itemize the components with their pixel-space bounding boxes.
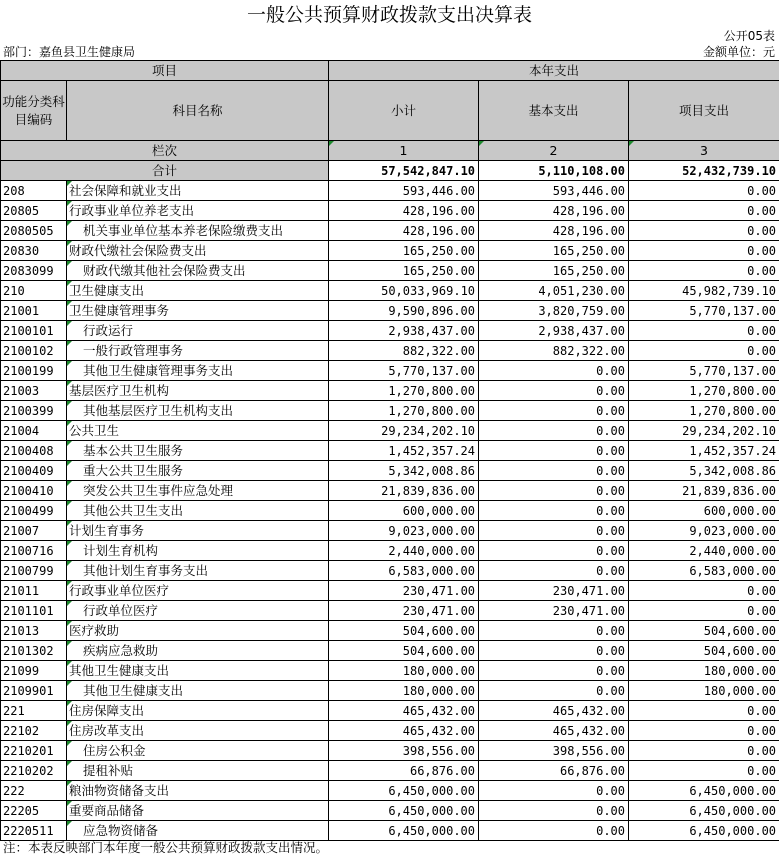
row-code: 210 [1,281,67,301]
row-project: 1,270,800.00 [629,401,779,421]
row-name: 其他卫生健康支出 [67,681,329,701]
row-code: 2100102 [1,341,67,361]
row-code: 2100716 [1,541,67,561]
row-code: 21013 [1,621,67,641]
total-subtotal: 57,542,847.10 [329,161,479,181]
footnote: 注：本表反映部门本年度一般公共预算财政拨款支出情况。 [3,840,329,855]
row-subtotal: 600,000.00 [329,501,479,521]
row-name: 社会保障和就业支出 [67,181,329,201]
row-name: 行政事业单位养老支出 [67,201,329,221]
row-basic: 3,820,759.00 [479,301,629,321]
row-basic: 0.00 [479,681,629,701]
row-project: 1,270,800.00 [629,381,779,401]
row-code: 21003 [1,381,67,401]
row-basic: 398,556.00 [479,741,629,761]
row-subtotal: 180,000.00 [329,661,479,681]
header-row-2 [1,81,779,141]
row-code: 2100399 [1,401,67,421]
row-subtotal: 2,938,437.00 [329,321,479,341]
row-project: 0.00 [629,741,779,761]
row-name: 行政运行 [67,321,329,341]
row-project: 0.00 [629,581,779,601]
row-basic: 0.00 [479,361,629,381]
row-code: 2100410 [1,481,67,501]
row-name: 财政代缴其他社会保险费支出 [67,261,329,281]
row-basic: 2,938,437.00 [479,321,629,341]
row-code: 21004 [1,421,67,441]
row-subtotal: 1,270,800.00 [329,401,479,421]
header-subtotal: 小计 [329,81,479,141]
row-basic: 0.00 [479,561,629,581]
row-subtotal: 428,196.00 [329,221,479,241]
row-subtotal: 465,432.00 [329,701,479,721]
row-project: 6,450,000.00 [629,821,779,841]
row-subtotal: 1,452,357.24 [329,441,479,461]
row-name: 计划生育事务 [67,521,329,541]
row-subtotal: 2,440,000.00 [329,541,479,561]
row-basic: 465,432.00 [479,721,629,741]
row-basic: 230,471.00 [479,581,629,601]
row-subtotal: 66,876.00 [329,761,479,781]
row-basic: 230,471.00 [479,601,629,621]
row-code: 208 [1,181,67,201]
row-basic: 0.00 [479,501,629,521]
row-name: 住房改革支出 [67,721,329,741]
amount-unit-label: 金额单位：元 [702,45,775,59]
row-code: 2080505 [1,221,67,241]
row-name: 其他计划生育事务支出 [67,561,329,581]
row-basic: 0.00 [479,481,629,501]
total-project: 52,432,739.10 [629,161,779,181]
row-subtotal: 6,450,000.00 [329,801,479,821]
table-row [1,661,779,681]
row-code: 2100499 [1,501,67,521]
row-basic: 0.00 [479,781,629,801]
row-basic: 66,876.00 [479,761,629,781]
report-title: 一般公共预算财政拨款支出决算表 [246,4,532,26]
row-basic: 593,446.00 [479,181,629,201]
row-project: 5,342,008.86 [629,461,779,481]
table-row [1,501,779,521]
row-basic: 0.00 [479,621,629,641]
row-name: 财政代缴社会保险费支出 [67,241,329,261]
header-item: 项目 [1,61,329,81]
total-basic: 5,110,108.00 [479,161,629,181]
expenditure-table [0,60,779,841]
department-label: 部门：嘉鱼县卫生健康局 [3,45,136,59]
table-row [1,541,779,561]
row-code: 2100101 [1,321,67,341]
row-name: 重大公共卫生服务 [67,461,329,481]
row-subtotal: 165,250.00 [329,241,479,261]
row-subtotal: 5,342,008.86 [329,461,479,481]
form-code: 公开05表 [723,29,775,43]
row-code: 2210201 [1,741,67,761]
total-row [1,161,779,181]
row-project: 6,450,000.00 [629,801,779,821]
table-row [1,421,779,441]
table-row [1,601,779,621]
table-row [1,781,779,801]
table-row [1,761,779,781]
row-code: 22205 [1,801,67,821]
row-subtotal: 165,250.00 [329,261,479,281]
row-basic: 0.00 [479,421,629,441]
table-row [1,441,779,461]
row-project: 180,000.00 [629,681,779,701]
row-name: 其他公共卫生支出 [67,501,329,521]
table-row [1,201,779,221]
row-code: 2100408 [1,441,67,461]
row-subtotal: 21,839,836.00 [329,481,479,501]
row-name: 提租补贴 [67,761,329,781]
header-basic: 基本支出 [479,81,629,141]
row-subtotal: 504,600.00 [329,641,479,661]
row-name: 一般行政管理事务 [67,341,329,361]
row-subtotal: 180,000.00 [329,681,479,701]
row-basic: 0.00 [479,401,629,421]
table-row [1,681,779,701]
table-row [1,741,779,761]
table-row [1,401,779,421]
row-subtotal: 5,770,137.00 [329,361,479,381]
row-project: 0.00 [629,701,779,721]
row-basic: 0.00 [479,801,629,821]
table-row [1,281,779,301]
row-basic: 0.00 [479,521,629,541]
row-subtotal: 9,023,000.00 [329,521,479,541]
row-basic: 165,250.00 [479,261,629,281]
row-code: 21011 [1,581,67,601]
row-project: 1,452,357.24 [629,441,779,461]
row-name: 住房保障支出 [67,701,329,721]
row-code: 21099 [1,661,67,681]
row-name: 机关事业单位基本养老保险缴费支出 [67,221,329,241]
table-row [1,301,779,321]
row-code: 21001 [1,301,67,321]
row-project: 600,000.00 [629,501,779,521]
row-project: 0.00 [629,721,779,741]
table-row [1,261,779,281]
row-subtotal: 6,450,000.00 [329,821,479,841]
header-row-columns [1,141,779,161]
row-subtotal: 230,471.00 [329,581,479,601]
row-project: 180,000.00 [629,661,779,681]
row-basic: 0.00 [479,661,629,681]
table-row [1,641,779,661]
table-row [1,221,779,241]
row-subtotal: 428,196.00 [329,201,479,221]
row-basic: 428,196.00 [479,221,629,241]
row-project: 2,440,000.00 [629,541,779,561]
row-basic: 0.00 [479,381,629,401]
row-code: 2100199 [1,361,67,381]
row-project: 504,600.00 [629,641,779,661]
header-col-3: 3 [629,141,779,161]
row-name: 突发公共卫生事件应急处理 [67,481,329,501]
row-code: 20805 [1,201,67,221]
row-project: 0.00 [629,601,779,621]
row-name: 卫生健康支出 [67,281,329,301]
row-project: 0.00 [629,321,779,341]
row-code: 2101101 [1,601,67,621]
row-subtotal: 1,270,800.00 [329,381,479,401]
row-code: 2220511 [1,821,67,841]
row-code: 2101302 [1,641,67,661]
row-name: 粮油物资储备支出 [67,781,329,801]
row-name: 应急物资储备 [67,821,329,841]
total-label: 合计 [1,161,329,181]
table-row [1,321,779,341]
table-row [1,481,779,501]
row-subtotal: 9,590,896.00 [329,301,479,321]
table-row [1,181,779,201]
row-name: 其他卫生健康支出 [67,661,329,681]
table-row [1,361,779,381]
row-project: 0.00 [629,761,779,781]
row-project: 21,839,836.00 [629,481,779,501]
row-name: 计划生育机构 [67,541,329,561]
row-name: 行政单位医疗 [67,601,329,621]
row-basic: 0.00 [479,641,629,661]
row-code: 2100409 [1,461,67,481]
table-row [1,721,779,741]
row-basic: 465,432.00 [479,701,629,721]
row-name: 卫生健康管理事务 [67,301,329,321]
row-project: 9,023,000.00 [629,521,779,541]
row-name: 医疗救助 [67,621,329,641]
row-basic: 165,250.00 [479,241,629,261]
row-project: 45,982,739.10 [629,281,779,301]
row-basic: 0.00 [479,541,629,561]
row-basic: 0.00 [479,461,629,481]
row-basic: 0.00 [479,821,629,841]
row-code: 2109901 [1,681,67,701]
header-row-label: 栏次 [1,141,329,161]
row-name: 基层医疗卫生机构 [67,381,329,401]
row-code: 222 [1,781,67,801]
row-subtotal: 593,446.00 [329,181,479,201]
table-row [1,701,779,721]
header-subject-name: 科目名称 [67,81,329,141]
row-subtotal: 465,432.00 [329,721,479,741]
row-name: 其他卫生健康管理事务支出 [67,361,329,381]
row-project: 6,450,000.00 [629,781,779,801]
header-year-expense: 本年支出 [329,61,779,81]
table-row [1,341,779,361]
table-row [1,621,779,641]
table-row [1,561,779,581]
row-project: 0.00 [629,181,779,201]
row-subtotal: 29,234,202.10 [329,421,479,441]
header-col-1: 1 [329,141,479,161]
row-name: 基本公共卫生服务 [67,441,329,461]
row-subtotal: 6,450,000.00 [329,781,479,801]
row-subtotal: 6,583,000.00 [329,561,479,581]
row-name: 住房公积金 [67,741,329,761]
row-project: 29,234,202.10 [629,421,779,441]
row-project: 0.00 [629,241,779,261]
row-name: 重要商品储备 [67,801,329,821]
header-func-code: 功能分类科目编码 [1,81,67,141]
row-project: 5,770,137.00 [629,301,779,321]
row-subtotal: 398,556.00 [329,741,479,761]
row-name: 其他基层医疗卫生机构支出 [67,401,329,421]
table-row [1,461,779,481]
row-code: 2083099 [1,261,67,281]
row-project: 0.00 [629,201,779,221]
row-project: 0.00 [629,261,779,281]
row-project: 0.00 [629,221,779,241]
row-project: 504,600.00 [629,621,779,641]
row-subtotal: 504,600.00 [329,621,479,641]
header-row-1 [1,61,779,81]
row-name: 公共卫生 [67,421,329,441]
row-project: 6,583,000.00 [629,561,779,581]
header-col-2: 2 [479,141,629,161]
table-row [1,381,779,401]
row-basic: 4,051,230.00 [479,281,629,301]
table-row [1,821,779,841]
row-name: 行政事业单位医疗 [67,581,329,601]
row-project: 0.00 [629,341,779,361]
row-code: 221 [1,701,67,721]
row-code: 2210202 [1,761,67,781]
table-row [1,801,779,821]
table-row [1,521,779,541]
row-code: 22102 [1,721,67,741]
row-code: 21007 [1,521,67,541]
row-basic: 0.00 [479,441,629,461]
row-basic: 882,322.00 [479,341,629,361]
row-name: 疾病应急救助 [67,641,329,661]
row-project: 5,770,137.00 [629,361,779,381]
row-code: 20830 [1,241,67,261]
table-row [1,241,779,261]
row-subtotal: 230,471.00 [329,601,479,621]
row-basic: 428,196.00 [479,201,629,221]
table-row [1,581,779,601]
row-subtotal: 50,033,969.10 [329,281,479,301]
row-subtotal: 882,322.00 [329,341,479,361]
row-code: 2100799 [1,561,67,581]
header-project: 项目支出 [629,81,779,141]
